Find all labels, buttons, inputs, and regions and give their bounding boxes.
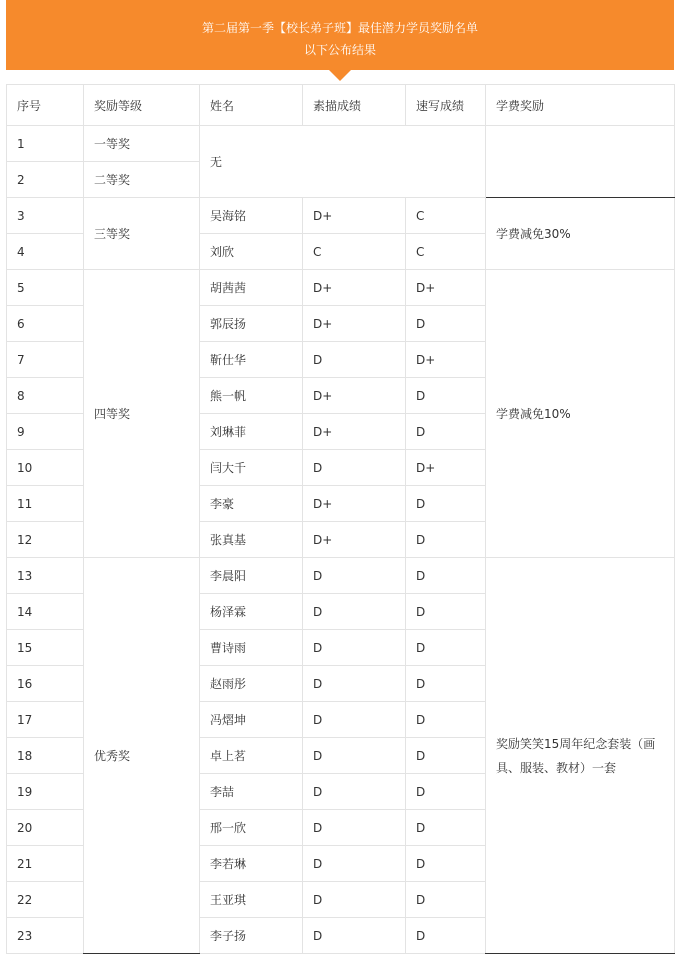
row-no: 10 — [7, 450, 84, 486]
student-name: 张真基 — [200, 522, 303, 558]
quick-grade: D — [406, 810, 486, 846]
quick-grade: D — [406, 414, 486, 450]
quick-grade: D — [406, 666, 486, 702]
quick-grade: D — [406, 774, 486, 810]
quick-grade: D+ — [406, 342, 486, 378]
award-level: 三等奖 — [84, 198, 200, 270]
sketch-grade: D — [303, 594, 406, 630]
student-name: 王亚琪 — [200, 882, 303, 918]
sketch-grade: D — [303, 774, 406, 810]
row-no: 14 — [7, 594, 84, 630]
sketch-grade: D+ — [303, 378, 406, 414]
student-name: 闫大千 — [200, 450, 303, 486]
sketch-grade: D+ — [303, 522, 406, 558]
sketch-grade: D+ — [303, 270, 406, 306]
row-no: 15 — [7, 630, 84, 666]
quick-grade: D+ — [406, 450, 486, 486]
quick-grade: D — [406, 306, 486, 342]
quick-grade: D — [406, 846, 486, 882]
quick-grade: D — [406, 702, 486, 738]
table-header-row — [7, 85, 675, 126]
student-name: 李豪 — [200, 486, 303, 522]
quick-grade: C — [406, 234, 486, 270]
student-name: 靳仕华 — [200, 342, 303, 378]
row-no: 22 — [7, 882, 84, 918]
student-name: 胡茜茜 — [200, 270, 303, 306]
sketch-grade: D — [303, 666, 406, 702]
quick-grade: C — [406, 198, 486, 234]
award-level: 二等奖 — [84, 162, 200, 198]
row-no: 9 — [7, 414, 84, 450]
reward-cell: 奖励笑笑15周年纪念套装（画具、服装、教材）一套 — [486, 558, 675, 954]
row-no: 4 — [7, 234, 84, 270]
student-name: 郭辰扬 — [200, 306, 303, 342]
sketch-grade: D — [303, 558, 406, 594]
award-level: 四等奖 — [84, 270, 200, 558]
quick-grade: D — [406, 630, 486, 666]
row-no: 23 — [7, 918, 84, 954]
student-name: 邢一欣 — [200, 810, 303, 846]
table-row — [7, 198, 675, 234]
reward-cell: 学费减免30% — [486, 198, 675, 270]
sketch-grade: D — [303, 630, 406, 666]
sketch-grade: D — [303, 450, 406, 486]
quick-grade: D — [406, 378, 486, 414]
sketch-grade: D — [303, 702, 406, 738]
award-level: 一等奖 — [84, 126, 200, 162]
row-no: 12 — [7, 522, 84, 558]
quick-grade: D — [406, 738, 486, 774]
row-no: 20 — [7, 810, 84, 846]
banner-arrow-icon — [329, 70, 351, 81]
sketch-grade: D — [303, 738, 406, 774]
row-no: 3 — [7, 198, 84, 234]
none-cell: 无 — [200, 126, 486, 198]
sketch-grade: D+ — [303, 486, 406, 522]
row-no: 13 — [7, 558, 84, 594]
student-name: 李若琳 — [200, 846, 303, 882]
row-no: 17 — [7, 702, 84, 738]
row-no: 8 — [7, 378, 84, 414]
banner-subtitle: 以下公布结果 — [303, 43, 376, 57]
row-no: 2 — [7, 162, 84, 198]
sketch-grade: D — [303, 918, 406, 954]
row-no: 6 — [7, 306, 84, 342]
sketch-grade: D+ — [303, 306, 406, 342]
quick-grade: D — [406, 522, 486, 558]
reward-cell: 学费减免10% — [486, 270, 675, 558]
header-quick: 速写成绩 — [406, 85, 486, 126]
quick-grade: D — [406, 558, 486, 594]
reward-empty — [486, 126, 675, 198]
student-name: 杨泽霖 — [200, 594, 303, 630]
sketch-grade: D — [303, 882, 406, 918]
sketch-grade: D — [303, 846, 406, 882]
header-level: 奖励等级 — [84, 85, 200, 126]
award-level: 优秀奖 — [84, 558, 200, 954]
award-table — [6, 84, 675, 954]
row-no: 5 — [7, 270, 84, 306]
sketch-grade: D — [303, 342, 406, 378]
student-name: 吴海铭 — [200, 198, 303, 234]
row-no: 19 — [7, 774, 84, 810]
sketch-grade: C — [303, 234, 406, 270]
table-row — [7, 558, 675, 594]
header-name: 姓名 — [200, 85, 303, 126]
quick-grade: D — [406, 882, 486, 918]
quick-grade: D — [406, 486, 486, 522]
student-name: 卓上茗 — [200, 738, 303, 774]
quick-grade: D — [406, 918, 486, 954]
sketch-grade: D+ — [303, 414, 406, 450]
student-name: 冯熠坤 — [200, 702, 303, 738]
student-name: 李子扬 — [200, 918, 303, 954]
header-no: 序号 — [7, 85, 84, 126]
row-no: 1 — [7, 126, 84, 162]
row-no: 21 — [7, 846, 84, 882]
student-name: 赵雨彤 — [200, 666, 303, 702]
sketch-grade: D — [303, 810, 406, 846]
quick-grade: D — [406, 594, 486, 630]
student-name: 刘欣 — [200, 234, 303, 270]
header-sketch: 素描成绩 — [303, 85, 406, 126]
student-name: 熊一帆 — [200, 378, 303, 414]
row-no: 16 — [7, 666, 84, 702]
student-name: 李晨阳 — [200, 558, 303, 594]
title-banner — [6, 0, 674, 70]
student-name: 李喆 — [200, 774, 303, 810]
banner-title: 第二届第一季【校长弟子班】最佳潜力学员奖励名单 — [201, 21, 478, 35]
row-no: 11 — [7, 486, 84, 522]
quick-grade: D+ — [406, 270, 486, 306]
student-name: 曹诗雨 — [200, 630, 303, 666]
table-row — [7, 270, 675, 306]
header-reward: 学费奖励 — [486, 85, 675, 126]
row-no: 18 — [7, 738, 84, 774]
student-name: 刘琳菲 — [200, 414, 303, 450]
table-row — [7, 126, 675, 162]
sketch-grade: D+ — [303, 198, 406, 234]
row-no: 7 — [7, 342, 84, 378]
